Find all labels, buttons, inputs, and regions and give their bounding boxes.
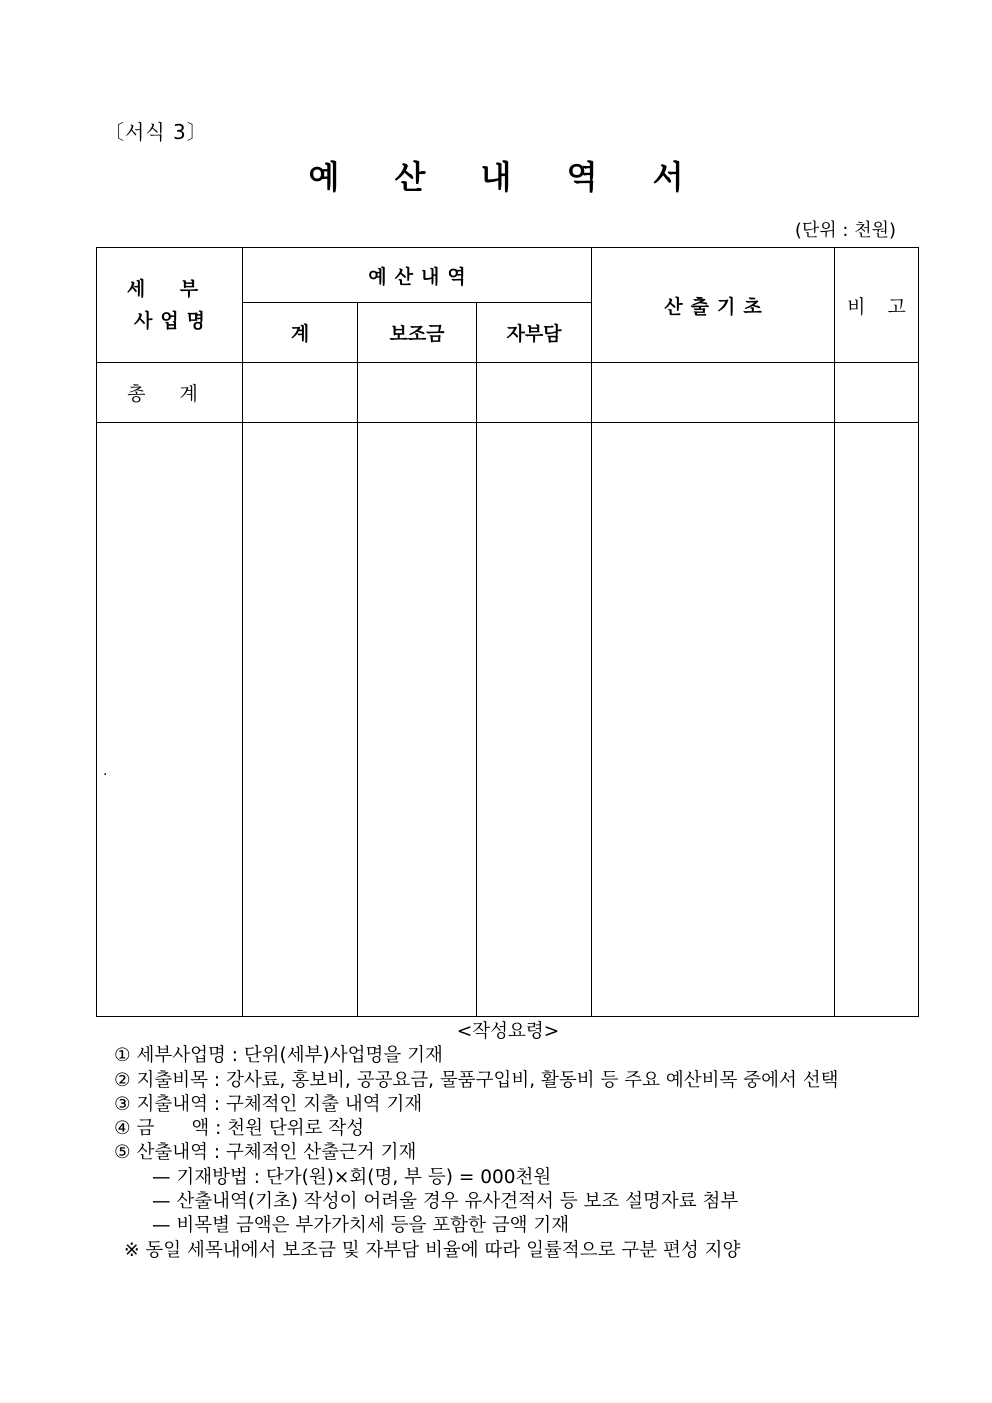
unit-note: (단위 : 천원): [794, 220, 896, 241]
form-label: 〔서식 3〕: [104, 120, 208, 144]
header-self-pay: 자부담: [477, 303, 592, 363]
entry-marker: .: [103, 763, 108, 779]
guide-item: ⑤ 산출내역 : 구체적인 산출근거 기재: [114, 1142, 417, 1164]
header-sub-project-name: [97, 248, 243, 363]
remarks-entry-cell[interactable]: [835, 423, 919, 1017]
grand-total-label: 총 계: [97, 363, 243, 423]
budget-table: [96, 247, 919, 1017]
guide-note: ※ 동일 세목내에서 보조금 및 자부담 비율에 따라 일률적으로 구분 편성 지양: [124, 1239, 741, 1261]
basis-entry-cell[interactable]: [592, 423, 835, 1017]
guide-sub-item: — 산출내역(기초) 작성이 어려울 경우 유사견적서 등 보조 설명자료 첨부: [152, 1191, 739, 1213]
guide-title: <작성요령>: [456, 1021, 560, 1042]
grand-total-remarks-cell[interactable]: [835, 363, 919, 423]
writing-guide: [0, 1020, 992, 1263]
guide-sub-item: — 기재방법 : 단가(원)×회(명, 부 등) = 000천원: [152, 1166, 552, 1188]
subsidy-entry-cell[interactable]: [358, 423, 477, 1017]
guide-item: ③ 지출내역 : 구체적인 지출 내역 기재: [114, 1093, 423, 1115]
grand-total-sum-cell[interactable]: [243, 363, 358, 423]
header-total: 계: [243, 303, 358, 363]
sub-project-entry-cell[interactable]: [97, 423, 243, 1017]
grand-total-subsidy-cell[interactable]: [358, 363, 477, 423]
header-calculation-basis: 산출기초: [592, 248, 835, 363]
header-subsidy: 보조금: [358, 303, 477, 363]
guide-item: ④ 금 액 : 천원 단위로 작성: [114, 1118, 365, 1140]
header-sub-project-line1: 세 부: [126, 278, 213, 300]
guide-sub-item: — 비목별 금액은 부가가치세 등을 포함한 금액 기재: [152, 1215, 570, 1237]
grand-total-basis-cell[interactable]: [592, 363, 835, 423]
guide-item: ① 세부사업명 : 단위(세부)사업명을 기재: [114, 1045, 443, 1067]
header-remarks: 비 고: [835, 248, 919, 363]
header-budget-detail: 예산내역: [243, 248, 592, 303]
header-sub-project-line2: 사업명: [133, 310, 214, 332]
self-pay-entry-cell[interactable]: [477, 423, 592, 1017]
guide-item: ② 지출비목 : 강사료, 홍보비, 공공요금, 물품구입비, 활동비 등 주요 예산비목 중에서 선택: [114, 1069, 839, 1091]
document-title: 예 산 내 역 서: [308, 158, 706, 196]
grand-total-self-pay-cell[interactable]: [477, 363, 592, 423]
total-entry-cell[interactable]: [243, 423, 358, 1017]
